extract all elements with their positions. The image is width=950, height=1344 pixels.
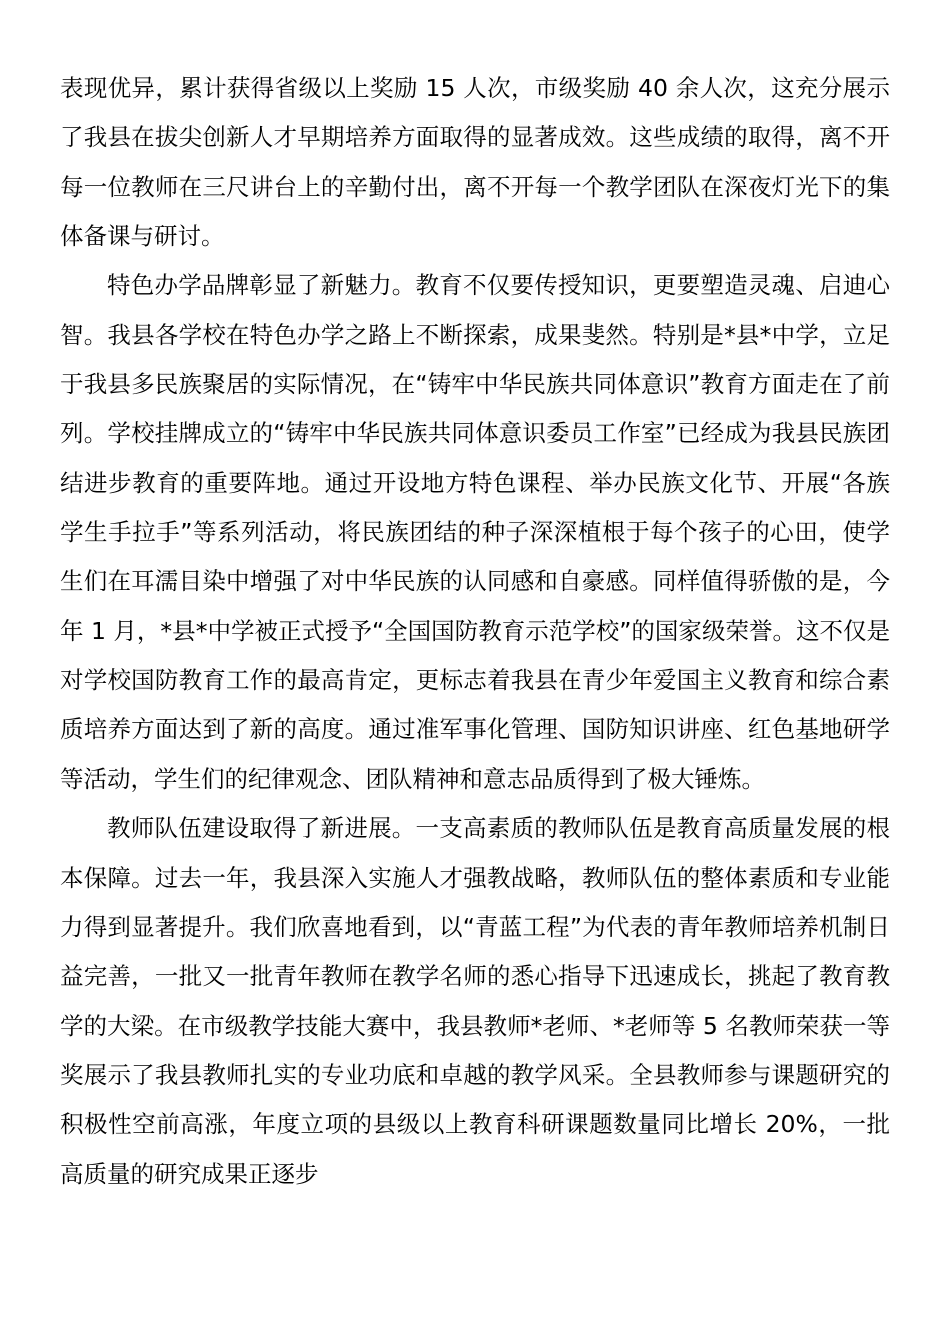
paragraph-2: 特色办学品牌彰显了新魅力。教育不仅要传授知识，更要塑造灵魂、启迪心智。我县各学校在特色办学之路上不断探索，成果斐然。特别是*县*中学，立足于我县多民族聚居的实际情况，在“铸牢中华民族共同体意识”教育方面走在了前列。学校挂牌成立的“铸牢中华民族共同体意识委员工作室”已经成为我县民族团结进步教育的重要阵地。通过开设地方特色课程、举办民族文化节、开展“各族学生手拉手”等系列活动，将民族团结的种子深深植根于每个孩子的心田，使学生们在耳濡目染中增强了对中华民族的认同感和自豪感。同样值得骄傲的是，今年 1 月，*县*中学被正式授予“全国国防教育示范学校”的国家级荣誉。这不仅是对学校国防教育工作的最高肯定，更标志着我县在青少年爱国主义教育和综合素质培养方面达到了新的高度。通过准军事化管理、国防知识讲座、红色基地研学等活动，学生们的纪律观念、团队精神和意志品质得到了极大锤炼。 xyxy=(60,271,890,793)
paragraph-1: 表现优异，累计获得省级以上奖励 15 人次，市级奖励 40 余人次，这充分展示了我县在拔尖创新人才早期培养方面取得的显著成效。这些成绩的取得，离不开每一位教师在三尺讲台上的辛勤付出，离不开每一个教学团队在深夜灯光下的集体备课与研讨。 xyxy=(60,74,890,251)
document-page xyxy=(60,64,890,1199)
paragraph-3: 教师队伍建设取得了新进展。一支高素质的教师队伍是教育高质量发展的根本保障。过去一年，我县深入实施人才强教战略，教师队伍的整体素质和专业能力得到显著提升。我们欣喜地看到，以“青蓝工程”为代表的青年教师培养机制日益完善，一批又一批青年教师在教学名师的悉心指导下迅速成长，挑起了教育教学的大梁。在市级教学技能大赛中，我县教师*老师、*老师等 5 名教师荣获一等奖展示了我县教师扎实的专业功底和卓越的教学风采。全县教师参与课题研究的积极性空前高涨，年度立项的县级以上教育科研课题数量同比增长 20%，一批高质量的研究成果正逐步 xyxy=(60,814,890,1188)
